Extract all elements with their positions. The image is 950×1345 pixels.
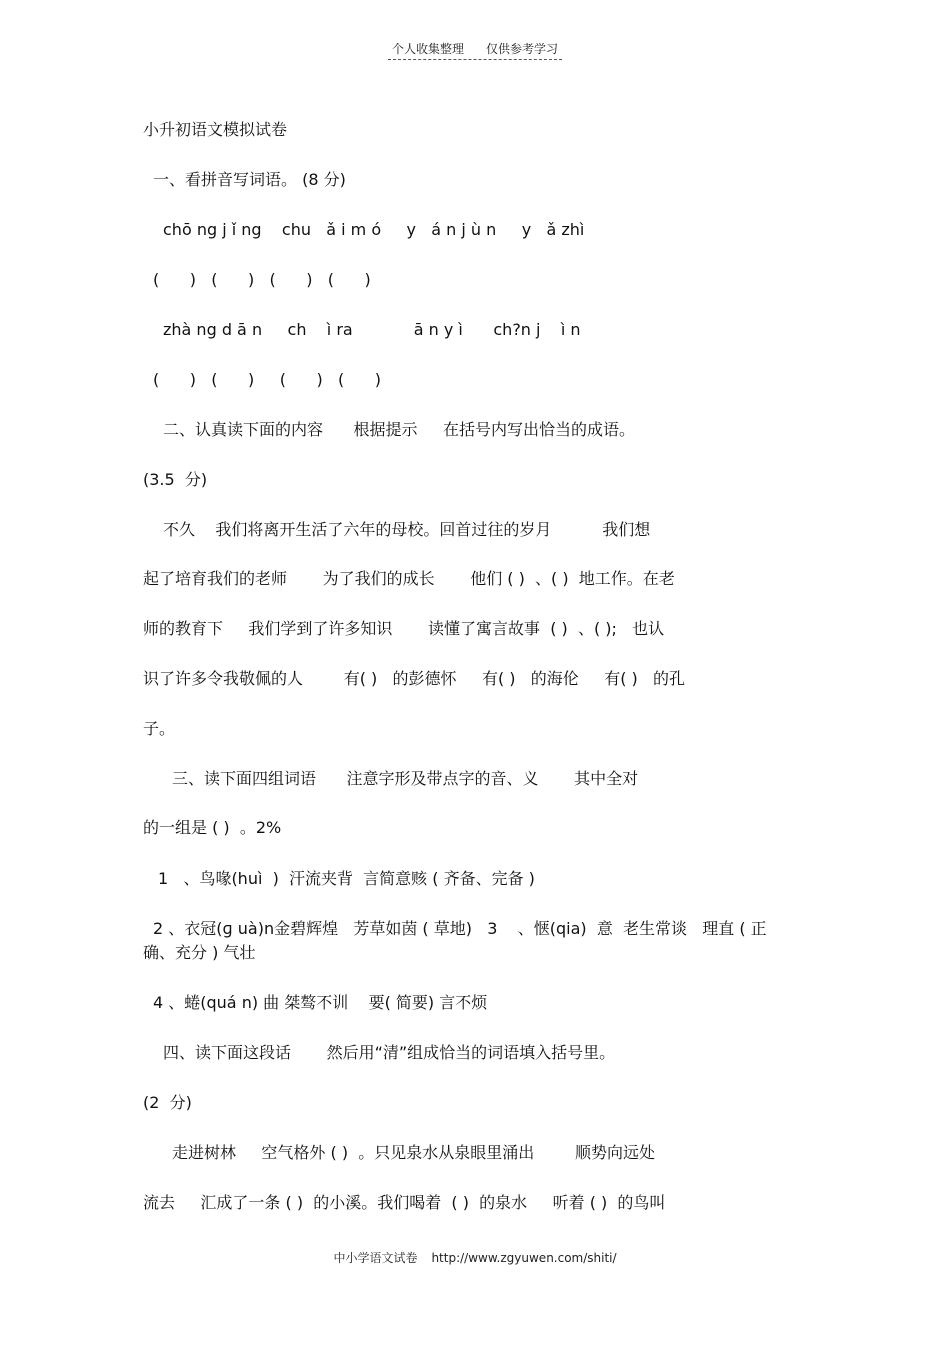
section3-item-2-cont: 确、充分 ) 气壮 <box>143 943 256 962</box>
section3-item-2: 2 、衣冠(ɡ uà)n金碧辉煌 芳草如茵 ( 草地) 3 、惬(qia) 意 老生常谈 理直 ( 正 <box>153 919 767 938</box>
section3-heading: 三、读下面四组词语 注意字形及带点字的音、义 其中全对 <box>172 769 639 788</box>
section4-line: 流去 汇成了一条 ( ) 的小溪。我们喝着 ( ) 的泉水 听着 ( ) 的鸟叫 <box>143 1193 666 1212</box>
pinyin-row-1: chō ng j ǐ ng chu ǎ i m ó y á n j ù n y ǎ zhì <box>163 220 585 239</box>
exam-title: 小升初语文模拟试卷 <box>143 120 288 139</box>
footer-left-text: 中小学语文试卷 <box>333 1251 418 1265</box>
page-header <box>0 40 950 60</box>
section4-line: 走进树林 空气格外 ( ) 。只见泉水从泉眼里涌出 顺势向远处 <box>172 1143 655 1162</box>
section2-line: 子。 <box>143 719 176 738</box>
blank-row-2: ( ) ( ) ( ) ( ) <box>153 370 381 389</box>
section2-line: 识了许多令我敬佩的人 有( ) 的彭德怀 有( ) 的海伦 有( ) 的孔 <box>143 669 686 688</box>
pinyin-row-2: zhà ng d ā n ch ì ra ā n y ì ch?n j ì n <box>163 320 581 339</box>
blank-row-1: ( ) ( ) ( ) ( ) <box>153 270 371 289</box>
section2-line: 起了培育我们的老师 为了我们的成长 他们 ( ) 、( ) 地工作。在老 <box>143 569 675 588</box>
section3-item-4: 4 、蜷(quá n) 曲 桀骜不训 要( 简要) 言不烦 <box>153 993 488 1012</box>
header-left-text: 个人收集整理 <box>391 42 464 56</box>
section4-heading: 四、读下面这段话 然后用“清”组成恰当的词语填入括号里。 <box>163 1043 616 1062</box>
header-right-text: 仅供参考学习 <box>486 42 559 56</box>
section2-heading: 二、认真读下面的内容 根据提示 在括号内写出恰当的成语。 <box>163 420 635 439</box>
section2-score: (3.5 分) <box>143 470 208 489</box>
section3-question: 的一组是 ( ) 。2% <box>143 818 282 837</box>
section2-line: 师的教育下 我们学到了许多知识 读懂了寓言故事 ( ) 、( ); 也认 <box>143 619 665 638</box>
section2-line: 不久 我们将离开生活了六年的母校。回首过往的岁月 我们想 <box>163 520 651 539</box>
section1-heading: 一、看拼音写词语。 (8 分) <box>153 170 346 189</box>
footer-url: http://www.zgyuwen.com/shiti/ <box>431 1251 617 1265</box>
page-footer <box>0 1249 950 1266</box>
section3-item-1: 1 、鸟喙(huì ) 汗流夹背 言简意赅 ( 齐备、完备 ) <box>158 869 535 888</box>
section4-score: (2 分) <box>143 1093 192 1112</box>
